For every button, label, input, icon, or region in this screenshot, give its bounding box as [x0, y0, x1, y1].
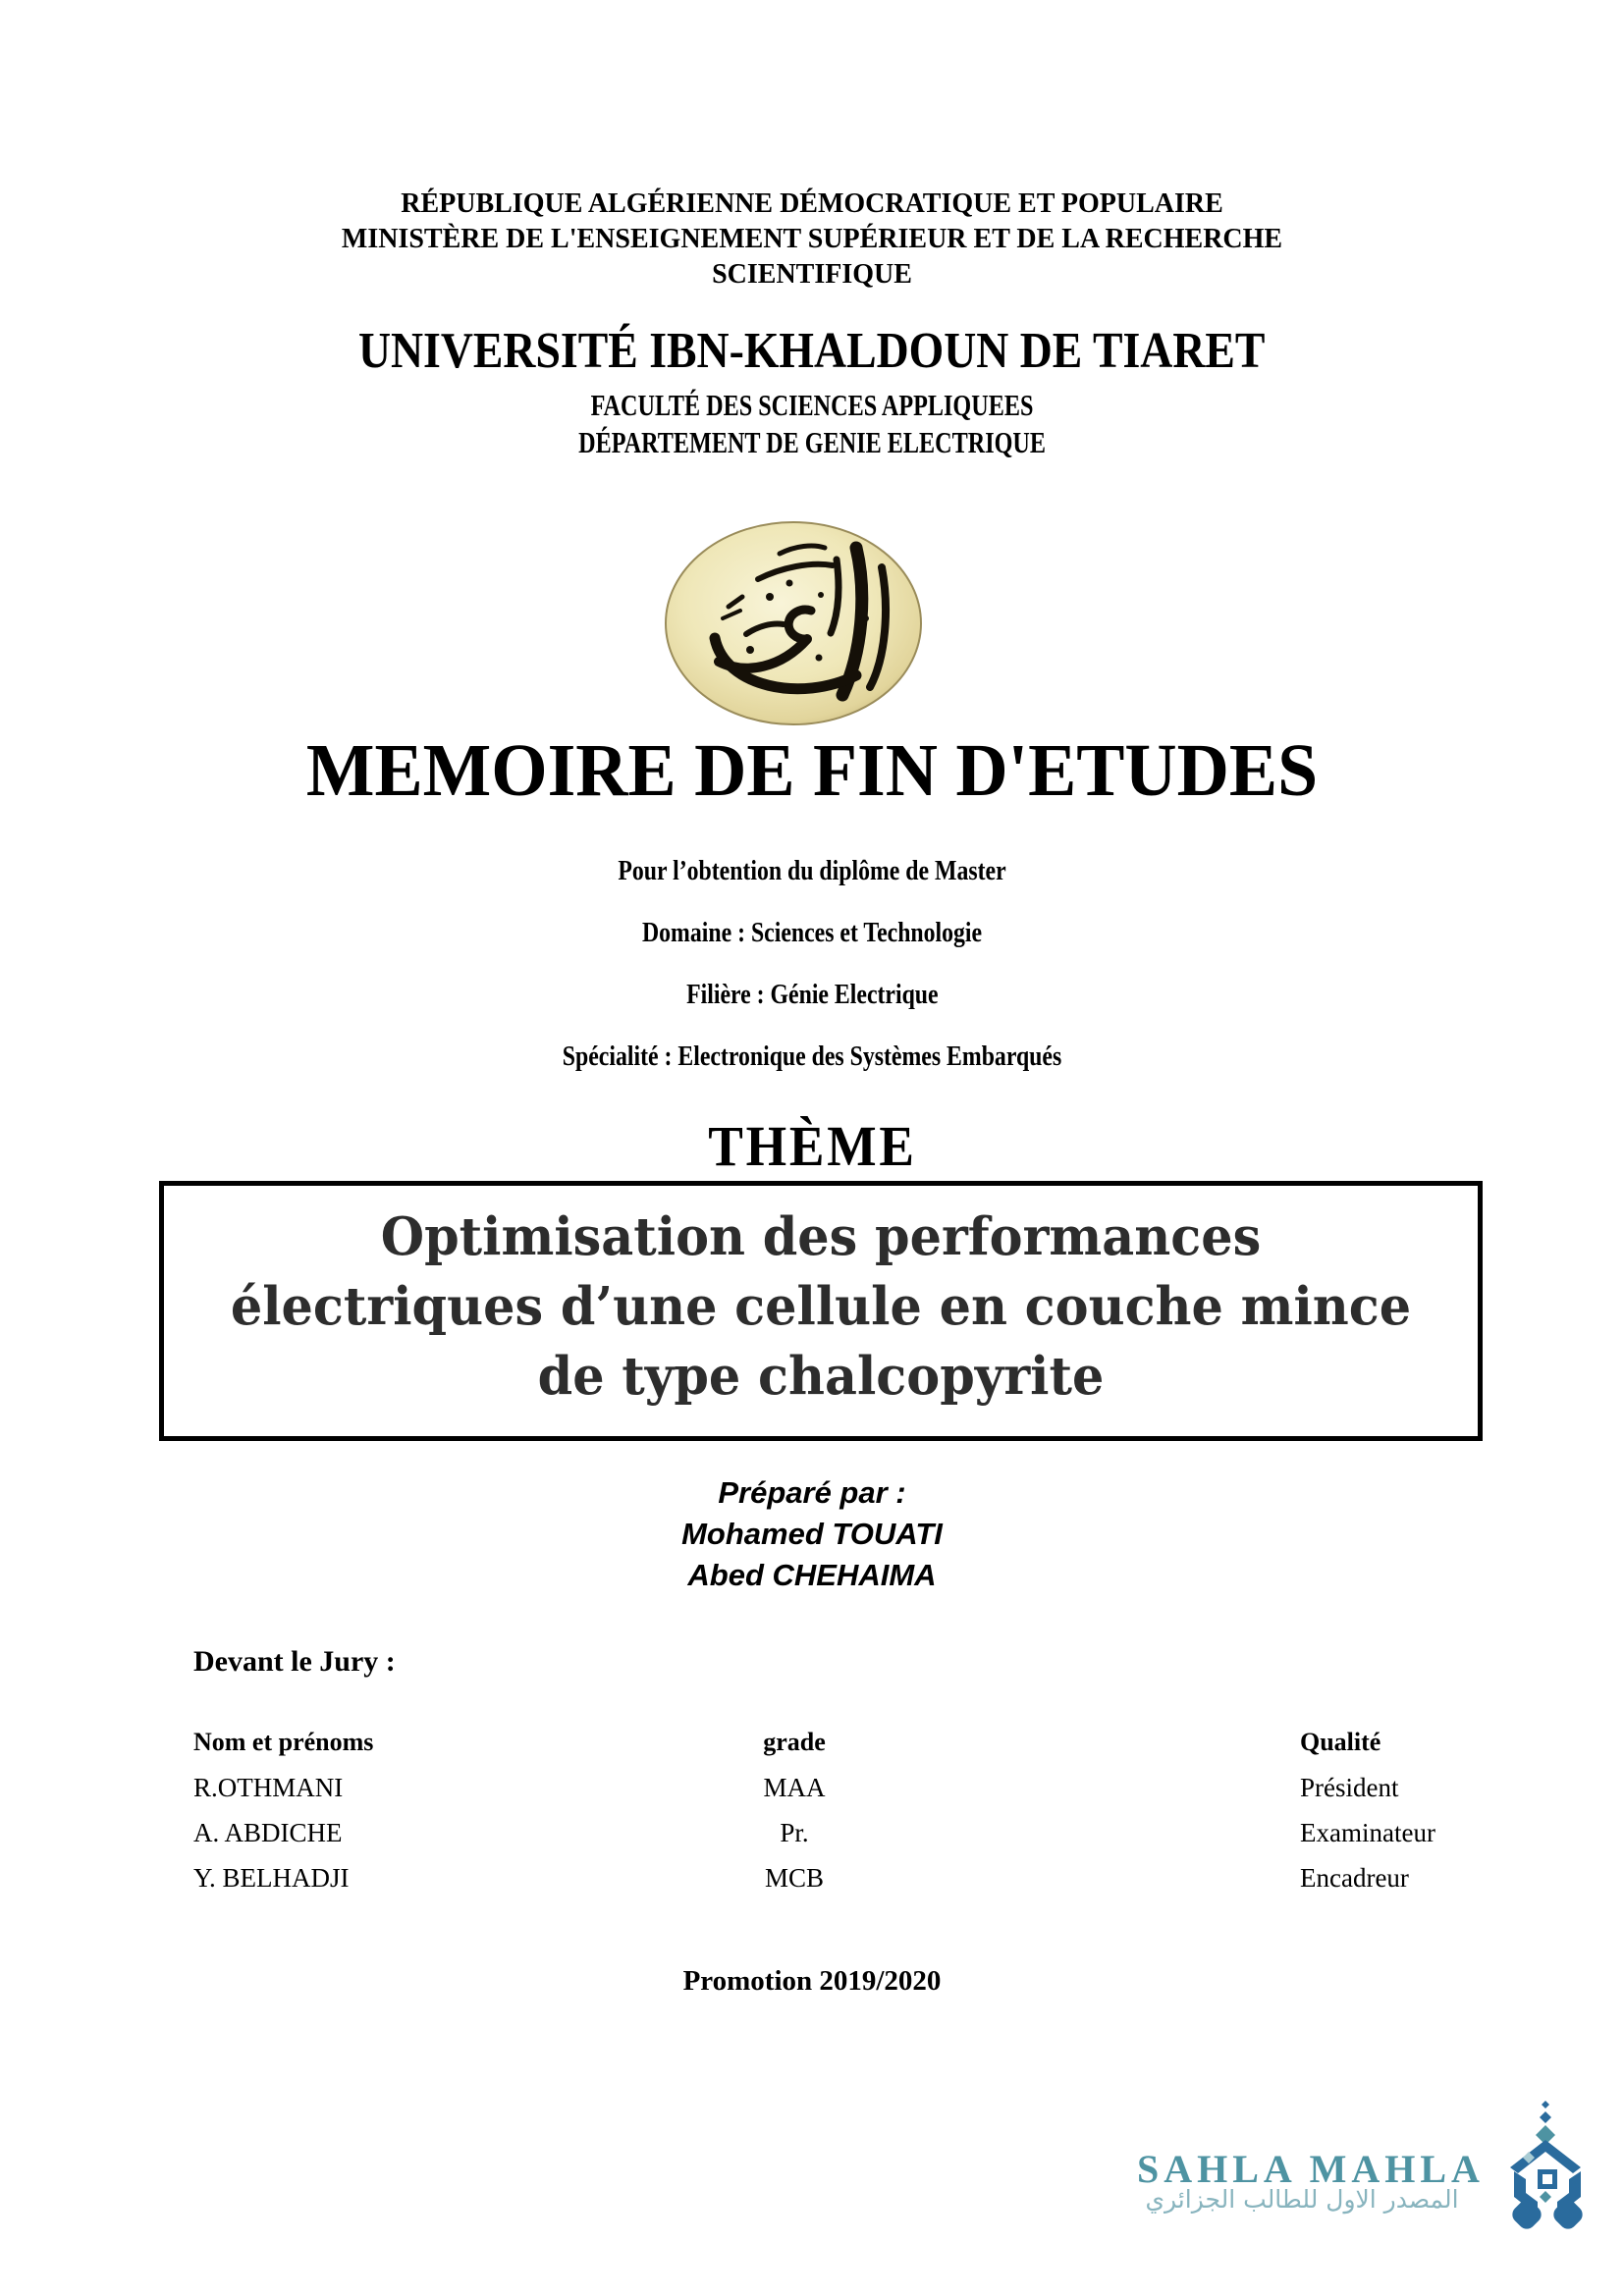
field-line: Filière : Génie Electrique	[685, 979, 939, 1010]
theme-title-line: électriques d’une cellule en couche mince	[230, 1276, 1412, 1337]
jury-col-name: Nom et prénoms	[193, 1728, 374, 1756]
jury-cell-name: Y. BELHADJI	[193, 1863, 350, 1893]
government-header	[0, 187, 1624, 293]
footer-tagline-arabic: المصدر الاول للطالب الجزائري	[1145, 2185, 1459, 2214]
footer-watermark	[1100, 2101, 1624, 2296]
jury-cell-grade: Pr.	[780, 1818, 809, 1847]
theme-label: THÈME	[707, 1114, 917, 1178]
department-name: DÉPARTEMENT DE GENIE ELECTRIQUE	[578, 425, 1046, 459]
jury-cell-quality: Président	[1300, 1773, 1399, 1802]
jury-header-row	[0, 1728, 1624, 1773]
prepared-by-block	[0, 1472, 1624, 1596]
jury-row	[0, 1773, 1624, 1818]
footer-brand: SAHLA MAHLA	[1137, 2147, 1485, 2191]
theme-title-box	[159, 1181, 1483, 1441]
jury-col-grade: grade	[763, 1728, 826, 1756]
promotion-line: Promotion 2019/2020	[682, 1965, 942, 1997]
jury-cell-quality: Examinateur	[1300, 1818, 1435, 1847]
university-name: UNIVERSITÉ IBN-KHALDOUN DE TIARET	[358, 323, 1266, 379]
sahla-mahla-logo-icon	[1496, 2101, 1598, 2243]
jury-col-quality: Qualité	[1300, 1728, 1381, 1756]
theme-title-line: de type chalcopyrite	[537, 1346, 1105, 1407]
jury-heading: Devant le Jury :	[193, 1645, 396, 1678]
jury-cell-grade: MCB	[764, 1863, 825, 1893]
theme-title-line: Optimisation des performances	[380, 1206, 1262, 1267]
ministry-line: MINISTÈRE DE L'ENSEIGNEMENT SUPÉRIEUR ET DE LA RECHERCHE	[341, 224, 1283, 254]
diploma-line: Pour l’obtention du diplôme de Master	[618, 855, 1006, 886]
memoire-title: MEMOIRE DE FIN D'ETUDES	[305, 729, 1319, 812]
jury-cell-quality: Encadreur	[1300, 1863, 1409, 1893]
jury-row	[0, 1863, 1624, 1908]
jury-cell-name: A. ABDICHE	[193, 1818, 343, 1847]
faculty-name: FACULTÉ DES SCIENCES APPLIQUEES	[590, 388, 1034, 422]
republic-line: RÉPUBLIQUE ALGÉRIENNE DÉMOCRATIQUE ET POPULAIRE	[401, 188, 1223, 219]
speciality-line: Spécialité : Electronique des Systèmes Embarqués	[562, 1041, 1062, 1072]
jury-cell-grade: MAA	[763, 1773, 826, 1802]
jury-cell-name: R.OTHMANI	[193, 1773, 344, 1802]
ministry-line-2: SCIENTIFIQUE	[712, 259, 912, 290]
author-name: Abed CHEHAIMA	[687, 1558, 937, 1592]
domain-line: Domaine : Sciences et Technologie	[641, 917, 983, 948]
prepared-by-label: Préparé par :	[718, 1475, 906, 1510]
degree-info-block	[0, 840, 1624, 1088]
faculty-department-block	[0, 387, 1624, 461]
university-seal-icon	[664, 520, 923, 726]
jury-row	[0, 1818, 1624, 1863]
author-name: Mohamed TOUATI	[681, 1517, 943, 1551]
